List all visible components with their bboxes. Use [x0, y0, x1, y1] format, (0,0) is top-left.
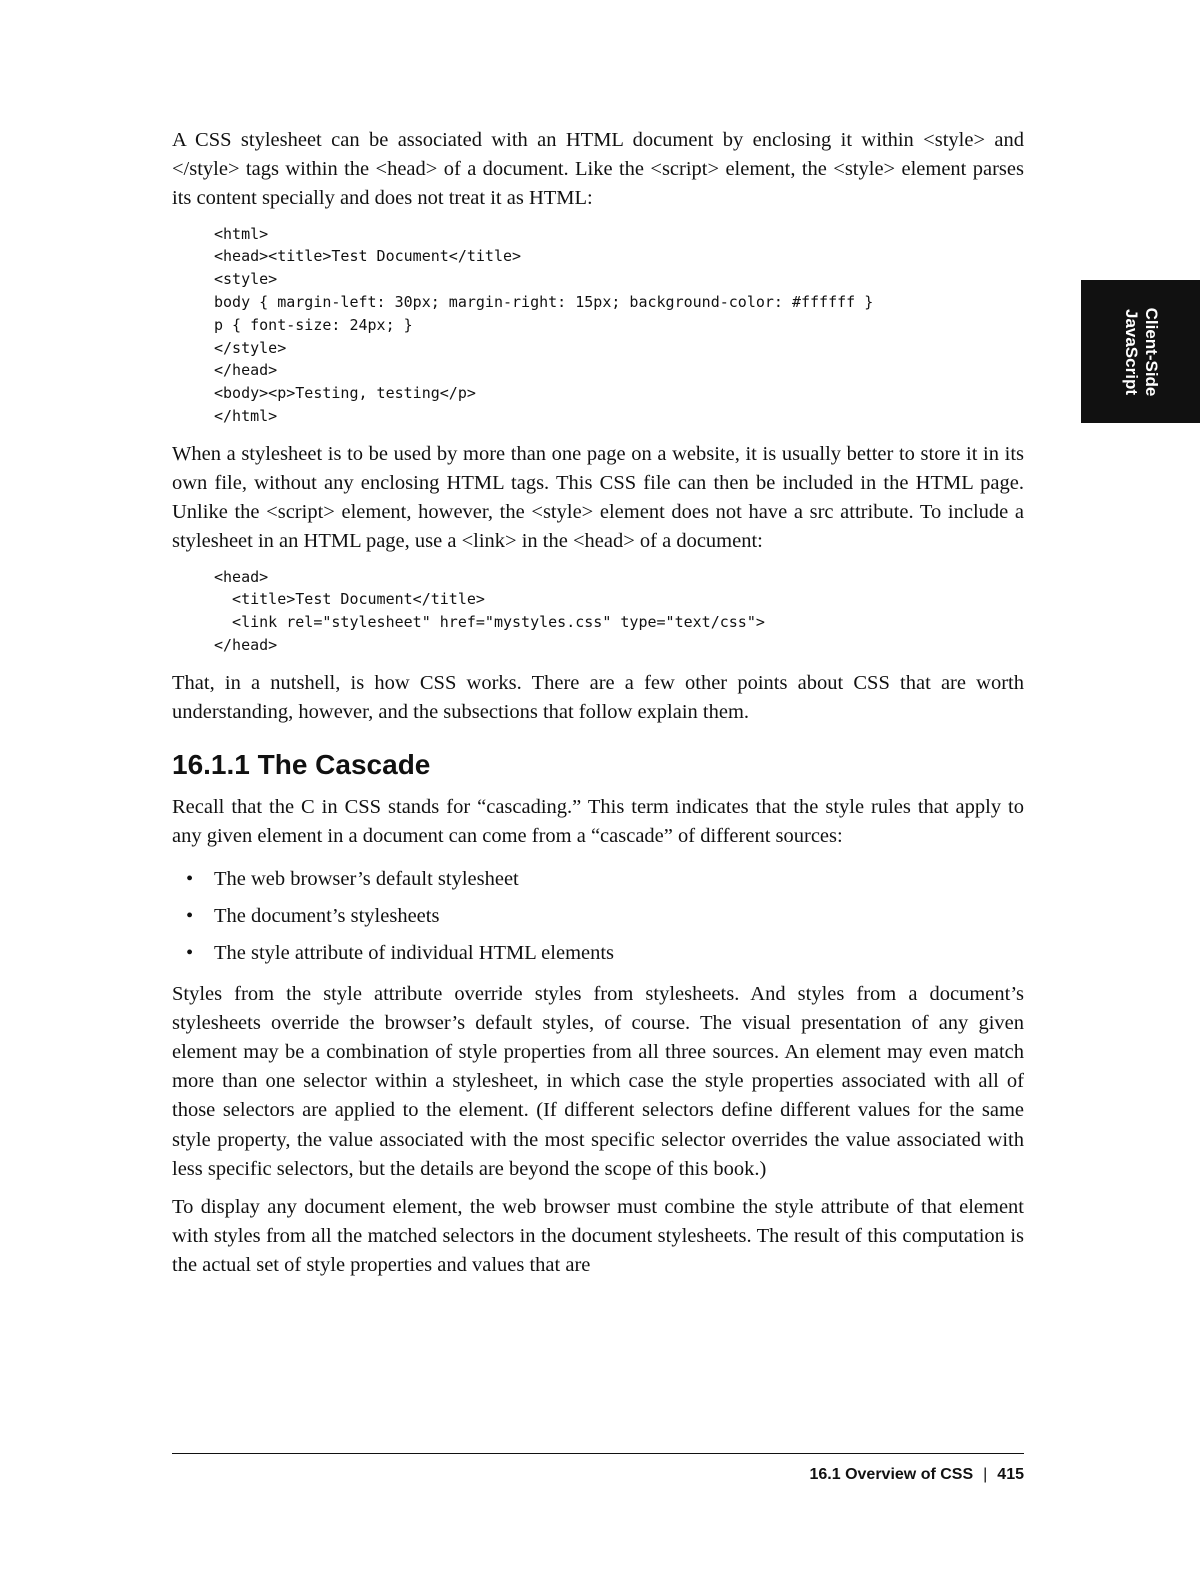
section-heading: 16.1.1 The Cascade — [172, 749, 431, 781]
list-item: • The web browser’s default stylesheet — [172, 861, 1024, 898]
code-block-style-element: <html> <head><title>Test Document</title> <style> body { margin-left: 30px; margin-right: 15px; background-color: #ffffff } p { font-size: 24px; } </style> </head> <body><p>Testing, testing</p> </html> — [214, 224, 874, 425]
cascade-sources-list — [172, 861, 1024, 972]
paragraph-external-stylesheet: When a stylesheet is to be used by more than one page on a website, it is usually better to store it in its own file, without any enclosing HTML tags. This CSS file can then be included in the HTML page. Unlike the <script> element, however, the <style> element does not have a src attribute. To include a stylesheet in an HTML page, use a <link> in the <head> of a document: — [172, 442, 1024, 553]
paragraph-intro: A CSS stylesheet can be associated with an HTML document by enclosing it within <style> and </style> tags within the <head> of a document. Like the <script> element, the <style> element parses its content specially and does not treat it as HTML: — [172, 129, 1024, 210]
paragraph-style-override: Styles from the style attribute override styles from stylesheets. And styles from a document’s stylesheets override the browser’s default styles, of course. The visual presentation of any given element may be a combination of style properties from all three sources. An element may even match more than one selector within a stylesheet, in which case the style properties associated with all of those selectors are applied to the element. (If different selectors define different values for the same style property, the value associated with the most specific selector overrides the value associated with less specific selectors, but the details are beyond the scope of this book.) — [172, 982, 1024, 1180]
paragraph-display-element: To display any document element, the web browser must combine the style attribute of that element with styles from all the matched selectors in the document stylesheets. The result of this computation is the actual set of style properties and values that are — [172, 1196, 1024, 1277]
chapter-thumb-tab — [1081, 280, 1200, 423]
footer-separator: | — [983, 1466, 988, 1483]
paragraph-cascade-intro: Recall that the C in CSS stands for “cascading.” This term indicates that the style rules that apply to any given element in a document can come from a “cascade” of different sources: — [172, 796, 1024, 848]
footer-divider — [172, 1453, 1024, 1454]
list-item: • The document’s stylesheets — [172, 898, 1024, 935]
page-content — [172, 126, 1024, 1290]
code-block-link-element: <head> <title>Test Document</title> <link rel="stylesheet" href="mystyles.css" type="text/css"> </head> — [214, 567, 765, 654]
thumb-tab-label — [1121, 307, 1161, 396]
paragraph-nutshell: That, in a nutshell, is how CSS works. There are a few other points about CSS that are worth understanding, however, and the subsections that follow explain them. — [172, 671, 1024, 723]
thumb-tab-line-2: JavaScript — [1121, 308, 1141, 395]
page-footer — [810, 1463, 1025, 1487]
list-item: • The style attribute of individual HTML elements — [172, 935, 1024, 972]
thumb-tab-line-1: Client-Side — [1141, 307, 1161, 396]
footer-section-title: 16.1 Overview of CSS — [809, 1466, 974, 1483]
page-number: 415 — [997, 1466, 1024, 1483]
